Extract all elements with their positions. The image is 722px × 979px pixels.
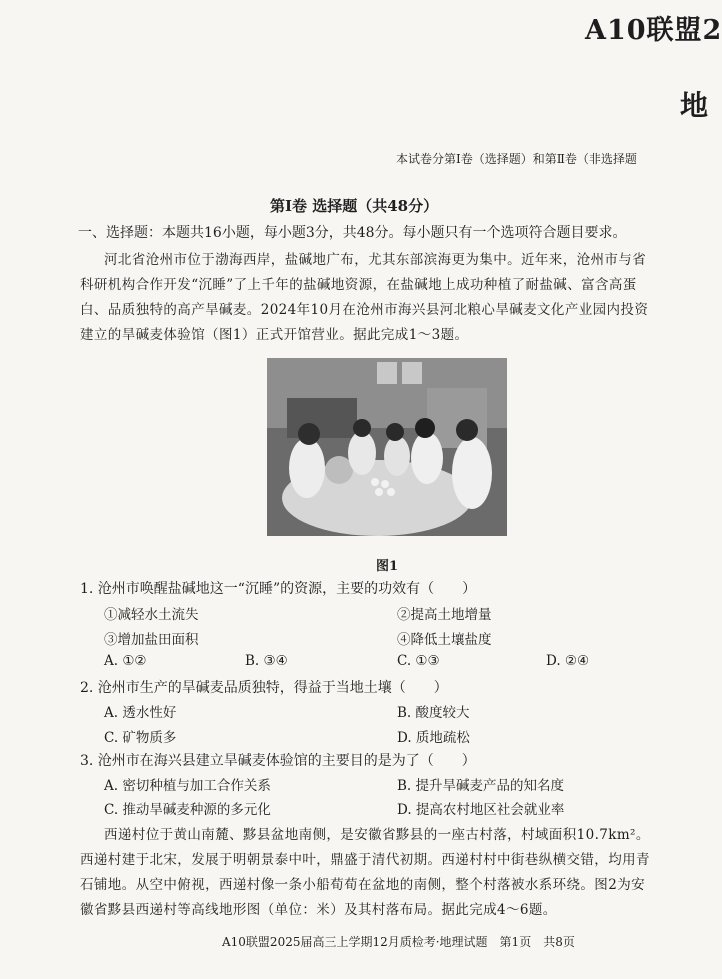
question-1-option[interactable]: C. ①③ [397, 653, 440, 669]
question-2-stem: 2. 沧州市生产的旱碱麦品质独特，得益于当地土壤（ ） [80, 680, 448, 696]
passage2-line: 西递村位于黄山南麓、黟县盆地南侧，是安徽省黟县的一座古村落，村域面积10.7km²。 [104, 827, 650, 843]
passage1-line: 白、品质独特的高产旱碱麦。2024年10月在沧州市海兴县河北粮心旱碱麦文化产业园内投资 [80, 302, 649, 318]
question-1-stem: 1. 沧州市唤醒盐碱地这一“沉睡”的资源，主要的功效有（ ） [80, 581, 477, 597]
subject-title: 地 [680, 89, 709, 122]
exam-note: 本试卷分第Ⅰ卷（选择题）和第Ⅱ卷（非选择题 [396, 152, 637, 166]
question-2-option[interactable]: C. 矿物质多 [104, 730, 177, 746]
question-1-statement: ③增加盐田面积 [104, 632, 199, 648]
question-3-stem: 3. 沧州市在海兴县建立旱碱麦体验馆的主要目的是为了（ ） [80, 753, 476, 769]
passage2-line: 徽省黟县西递村等高线地形图（单位：米）及其村落布局。据此完成4～6题。 [80, 902, 557, 918]
question-1-option[interactable]: D. ②④ [546, 653, 590, 669]
question-3-option[interactable]: C. 推动旱碱麦种源的多元化 [104, 802, 271, 818]
question-2-option[interactable]: D. 质地疏松 [397, 730, 470, 746]
exam-series-title: A10联盟2 [585, 15, 722, 46]
passage2-line: 西递村建于北宋，发展于明朝景泰中叶，鼎盛于清代初期。西递村村中街巷纵横交错，均用青 [80, 852, 650, 868]
question-2-option[interactable]: A. 透水性好 [104, 705, 177, 721]
question-3-option[interactable]: B. 提升旱碱麦产品的知名度 [397, 778, 565, 794]
section-intro: 一、选择题：本题共16小题，每小题3分，共48分。每小题只有一个选项符合题目要求。 [78, 225, 627, 241]
question-3-option[interactable]: A. 密切种植与加工合作关系 [104, 778, 271, 794]
question-1-statement: ④降低土壤盐度 [397, 632, 492, 648]
question-1-statement: ①减轻水土流失 [104, 607, 199, 623]
page-footer: A10联盟2025届高三上学期12月质检考·地理试题 第1页 共8页 [222, 935, 575, 949]
figure1-caption: 图1 [376, 559, 399, 574]
question-3-option[interactable]: D. 提高农村地区社会就业率 [397, 802, 565, 818]
section-title: 第Ⅰ卷 选择题（共48分） [270, 197, 439, 215]
figure1-photo [267, 358, 507, 536]
passage2-line: 石铺地。从空中俯视，西递村像一条小船荀荀在盆地的南侧，整个村落被水系环绕。图2为安 [80, 877, 645, 893]
question-2-option[interactable]: B. 酸度较大 [397, 705, 470, 721]
passage1-line: 建立的旱碱麦体验馆（图1）正式开馆营业。据此完成1～3题。 [80, 327, 469, 343]
passage1-line: 科研机构合作开发“沉睡”了上千年的盐碱地资源，在盐碱地上成功种植了耐盐碱、富含高蛋 [80, 277, 637, 293]
question-1-option[interactable]: B. ③④ [245, 653, 288, 669]
question-1-statement: ②提高土地增量 [397, 607, 492, 623]
question-1-option[interactable]: A. ①② [104, 653, 147, 669]
figure1-illustration [267, 358, 507, 536]
passage1-line: 河北省沧州市位于渤海西岸，盐碱地广布，尤其东部滨海更为集中。近年来，沧州市与省 [104, 252, 647, 268]
